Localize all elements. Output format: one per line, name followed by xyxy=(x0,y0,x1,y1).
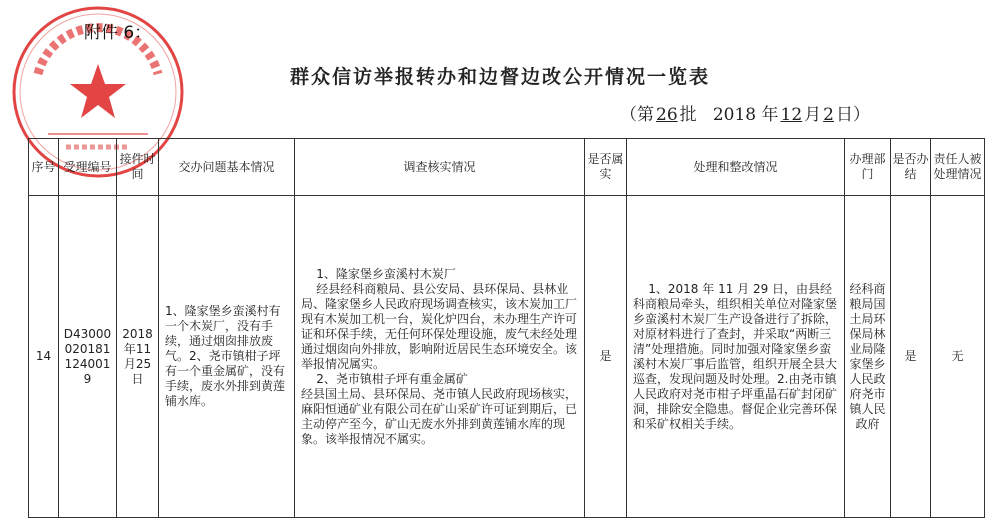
header-handling: 处理和整改情况 xyxy=(627,139,845,196)
day-suffix: 日） xyxy=(836,105,870,125)
cell-time: 2018年11月25日 xyxy=(117,196,159,518)
cell-verified: 是 xyxy=(585,196,627,518)
complaint-table xyxy=(28,138,985,518)
month-suffix: 月 xyxy=(804,105,822,125)
cell-dept: 经科商粮局国土局环保局林业局隆家堡乡人民政府尧市镇人民政府 xyxy=(845,196,891,518)
cell-accountability: 无 xyxy=(931,196,985,518)
header-accountability: 责任人被处理情况 xyxy=(931,139,985,196)
cell-handling: 1、2018 年 11 月 29 日，由县经科商粮局牵头，组织相关单位对隆家堡乡蛮溪村木炭厂生产设备进行了拆除，对原材料进行了查封，并采取“两断三清”处理措施。同时加强对隆家堡乡蛮溪村木炭厂事后监管，组织开展全县大巡查，发现问题及时处理。2.由尧市镇人民政府对尧市柑子坪重晶石矿封闭矿洞，排除安全隐患。督促企业完善环保和采矿权相关手续。 xyxy=(627,196,845,518)
header-dept: 办理部门 xyxy=(845,139,891,196)
header-closed: 是否办结 xyxy=(891,139,931,196)
cell-closed: 是 xyxy=(891,196,931,518)
cell-code: D43000020181124001 9 xyxy=(59,196,117,518)
table-row xyxy=(29,196,985,518)
header-code: 受理编号 xyxy=(59,139,117,196)
batch-suffix: 批 xyxy=(679,105,697,125)
batch-date-line xyxy=(620,100,870,125)
header-assigned: 交办问题基本情况 xyxy=(159,139,295,196)
subtitle-prefix: （第 xyxy=(620,105,654,125)
subtitle-month: 12 xyxy=(780,105,803,125)
header-investigation: 调查核实情况 xyxy=(295,139,585,196)
attachment-label: 附件 6： xyxy=(84,23,152,43)
document-title: 群众信访举报转办和边督边改公开情况一览表 xyxy=(289,66,710,88)
table-header-row xyxy=(29,139,985,196)
header-seq: 序号 xyxy=(29,139,59,196)
cell-investigation: 1、隆家堡乡蛮溪村木炭厂 经县经科商粮局、县公安局、县环保局、县林业局、隆家堡乡人民政府现场调查核实，该木炭加工厂现有木炭加工机一台，炭化炉四台，未办理生产许可证和环保手续，无任何环保处理设施，废气未经处理通过烟囱向外排放，影响附近居民生态环境安全。该举报情况属实。 2、尧市镇柑子坪有重金属矿 经县国土局、县环保局、尧市镇人民政府现场核实，麻阳恒通矿业有限公司在矿山采矿许可证到期后，已主动停产至今，矿山无废水外排到黄莲铺水库的现象。该举报情况不属实。 xyxy=(295,196,585,518)
subtitle-year: 2018 年 xyxy=(712,105,779,125)
cell-seq: 14 xyxy=(29,196,59,518)
header-time: 接件时间 xyxy=(117,139,159,196)
batch-number: 26 xyxy=(656,105,678,125)
header-verified: 是否属实 xyxy=(585,139,627,196)
cell-assigned: 1、隆家堡乡蛮溪村有一个木炭厂，没有手续，通过烟囱排放废气。2、尧市镇柑子坪有一个重金属矿，没有手续，废水外排到黄莲铺水库。 xyxy=(159,196,295,518)
subtitle-day: 2 xyxy=(823,105,834,125)
